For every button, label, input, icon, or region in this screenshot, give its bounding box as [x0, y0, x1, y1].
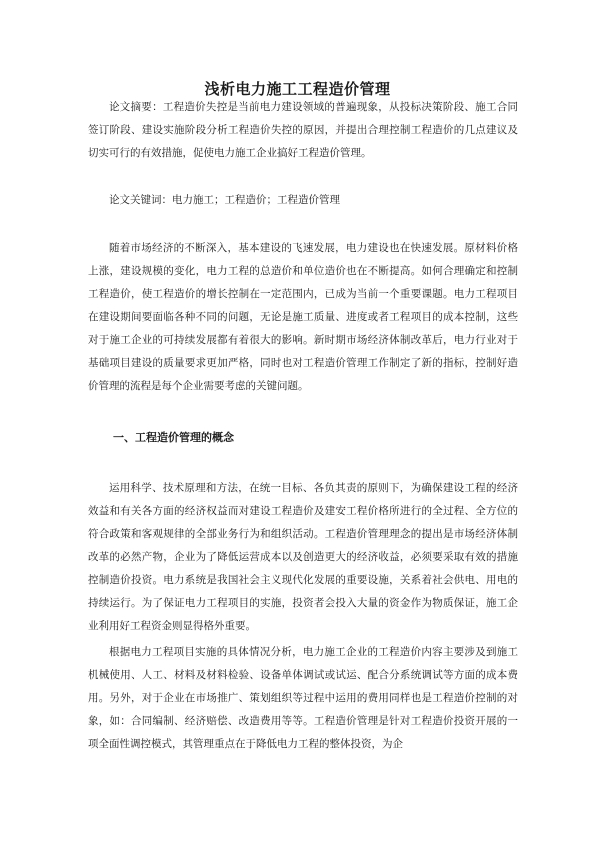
section-heading: 一、工程造价管理的概念: [113, 431, 234, 444]
body-paragraph: 根据电力工程项目实施的具体情况分析，电力施工企业的工程造价内容主要涉及到施工机械使用、人工、材料及材料检验、设备单体调试或试运、配合分系统调试等方面的成本费用。另外，对于企业在市场推广、策划组织等过程中运用的费用同样也是工程造价控制的对象，如：合同编制、经济赔偿、改造费用等等。工程造价管理是针对工程造价投资开展的一项全面性调控模式，其管理重点在于降低电力工程的整体投资，为企: [88, 646, 518, 750]
intro-paragraph: 随着市场经济的不断深入，基本建设的飞速发展，电力建设也在快速发展。原材料价格上涨，建设规模的变化，电力工程的总造价和单位造价也在不断提高。如何合理确定和控制工程造价，使工程造价的增长控制在一定范围内，已成为当前一个重要课题。电力工程项目在建设期间要面临各种不同的问题，无论是施工质量、进度或者工程项目的成本控制，这些对于施工企业的可持续发展都有着很大的影响。新时期市场经济体制改革后，电力行业对于基础项目建设的质量要求更加严格，同时也对工程造价管理工作制定了新的指标，控制好造价管理的流程是每个企业需要考虑的关键问题。: [88, 242, 518, 392]
keywords-line: 论文关键词：电力施工；工程造价；工程造价管理: [109, 194, 340, 206]
abstract-paragraph: 论文摘要：工程造价失控是当前电力建设领域的普遍现象，从投标决策阶段、施工合同签订阶段、建设实施阶段分析工程造价失控的原因，并提出合理控制工程造价的几点建议及切实可行的有效措施，促使电力施工企业搞好工程造价管理。: [88, 101, 518, 159]
document-title: 浅析电力施工工程造价管理: [204, 80, 391, 98]
body-paragraph: 运用科学、技术原理和方法，在统一目标、各负其责的原则下，为确保建设工程的经济效益和有关各方面的经济权益而对建设工程造价及建安工程价格所进行的全过程、全方位的符合政策和客观规律的全部业务行为和组织活动。工程造价管理理念的提出是市场经济体制改革的必然产物，企业为了降低运营成本以及创造更大的经济收益，必须要采取有效的措施控制造价投资。电力系统是我国社会主义现代化发展的重要设施，关系着社会供电、用电的持续运行。为了保证电力工程项目的实施，投资者会投入大量的资金作为物质保证，施工企业利用好工程资金则显得格外重要。: [88, 482, 518, 632]
